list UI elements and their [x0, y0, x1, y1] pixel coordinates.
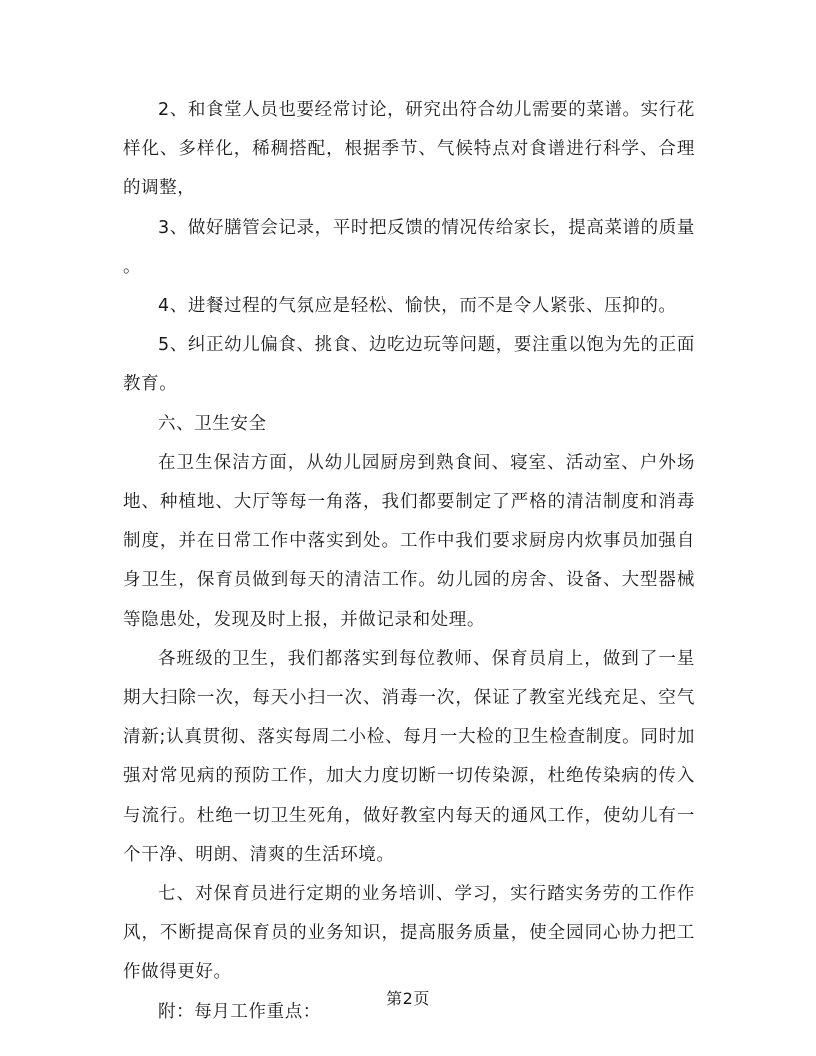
paragraph-menu-discussion: 2、和食堂人员也要经常讨论，研究出符合幼儿需要的菜谱。实行花样化、多样化，稀稠搭配，根据季节、气候特点对食谱进行科学、合理的调整， [123, 100, 695, 199]
paragraph-cleaning-system: 在卫生保洁方面，从幼儿园厨房到熟食间、寝室、活动室、户外场地、种植地、大厅等每一角落，我们都要制定了严格的清洁制度和消毒制度，并在日常工作中落实到处。工作中我们要求厨房内炊事员加强自身卫生，保育员做到每天的清洁工作。幼儿园的房舍、设备、大型器械等隐患处，发现及时上报，并做记录和处理。 [123, 452, 695, 630]
paragraph-monthly-focus: 附：每月工作重点： [158, 1001, 321, 1022]
section-heading-hygiene-safety: 六、卫生安全 [158, 413, 267, 434]
page-number: 第2页 [386, 989, 430, 1008]
paragraph-meal-committee: 3、做好膳管会记录，平时把反馈的情况传给家长，提高菜谱的质量。 [123, 217, 695, 277]
paragraph-class-hygiene: 各班级的卫生，我们都落实到每位教师、保育员肩上，做到了一星期大扫除一次，每天小扫一次、消毒一次，保证了教室光线充足、空气清新;认真贯彻、落实每周二小检、每月一大检的卫生检查制度。同时加强对常见病的预防工作，加大力度切断一切传染源，杜绝传染病的传入与流行。杜绝一切卫生死角，做好教室内每天的通风工作，使幼儿有一个干净、明朗、清爽的生活环境。 [123, 648, 695, 865]
paragraph-picky-eating: 5、纠正幼儿偏食、挑食、边吃边玩等问题，要注重以饱为先的正面教育。 [123, 335, 695, 395]
paragraph-staff-training: 七、对保育员进行定期的业务培训、学习，实行踏实务劳的工作作风，不断提高保育员的业务知识，提高服务质量，使全园同心协力把工作做得更好。 [123, 884, 695, 983]
paragraph-dining-atmosphere: 4、进餐过程的气氛应是轻松、愉快，而不是令人紧张、压抑的。 [158, 296, 677, 317]
document-body [123, 91, 695, 1032]
